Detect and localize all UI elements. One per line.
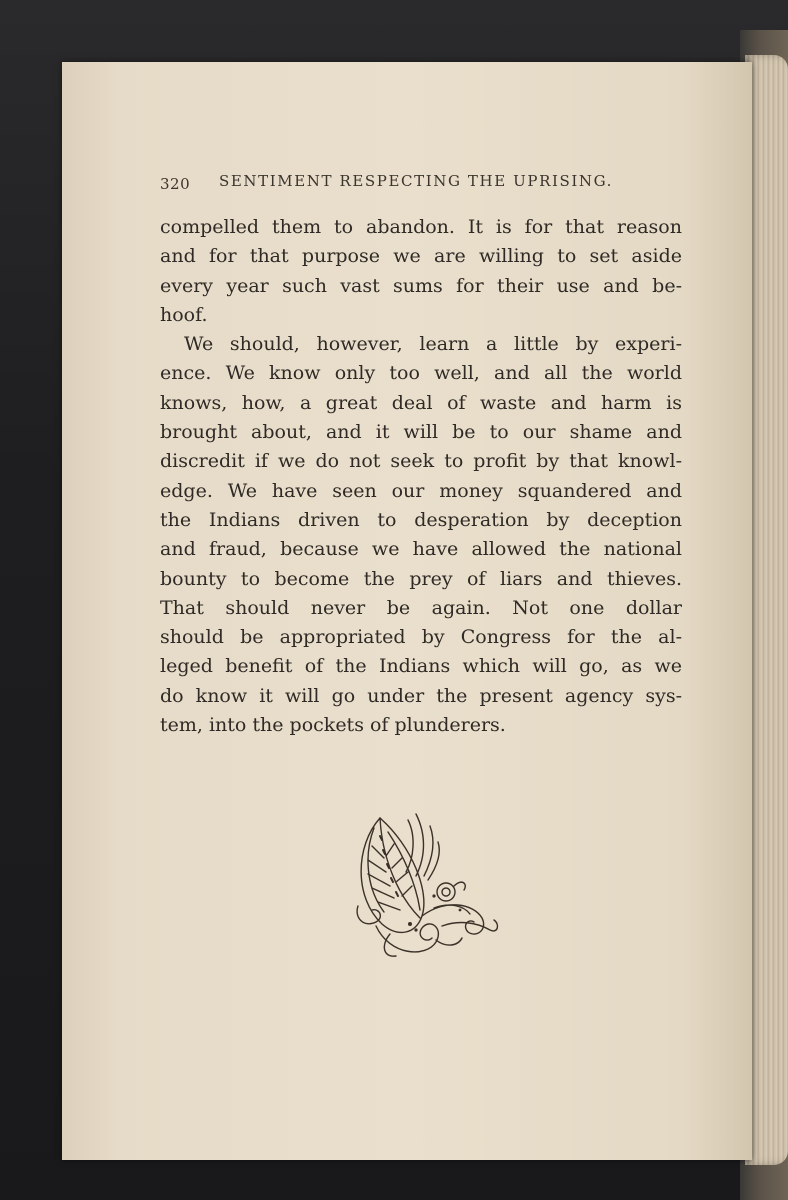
text-line-6: ence. We know only too well, and all the world: [160, 362, 682, 385]
text-line-7: knows, how, a great deal of waste and harm is: [160, 391, 682, 414]
text-line-8: brought about, and it will be to our shame and: [160, 421, 682, 444]
text-line-16: leged benefit of the Indians which will go, as we: [160, 655, 682, 678]
running-head-title: SENTIMENT RESPECTING THE UPRISING.: [219, 172, 614, 190]
text-line-15: should be appropriated by Congress for the al-: [160, 626, 682, 649]
text-line-11: the Indians driven to desperation by deception: [160, 508, 682, 531]
text-line-1: compelled them to abandon. It is for that reason: [160, 216, 682, 238]
text-line-4: hoof.: [160, 303, 208, 326]
text-line-13: bounty to become the prey of liars and thieves.: [160, 567, 682, 590]
text-line-17: do know it will go under the present agency sys-: [160, 684, 682, 707]
text-line-18: tem, into the pockets of plunderers.: [160, 714, 506, 737]
running-head: [160, 172, 620, 194]
page-number: 320: [160, 175, 191, 193]
text-line-10: edge. We have seen our money squandered and: [160, 479, 682, 502]
floral-tailpiece-ornament-icon: [350, 806, 505, 966]
text-line-5: We should, however, learn a little by experi-: [184, 333, 682, 356]
body-text: [160, 213, 682, 740]
text-line-12: and fraud, because we have allowed the national: [160, 538, 682, 561]
text-line-3: every year such vast sums for their use and be-: [160, 274, 682, 297]
text-line-2: and for that purpose we are willing to set aside: [160, 245, 682, 268]
text-line-9: discredit if we do not seek to profit by that knowl-: [160, 450, 682, 473]
text-line-14: That should never be again. Not one dollar: [160, 596, 682, 619]
